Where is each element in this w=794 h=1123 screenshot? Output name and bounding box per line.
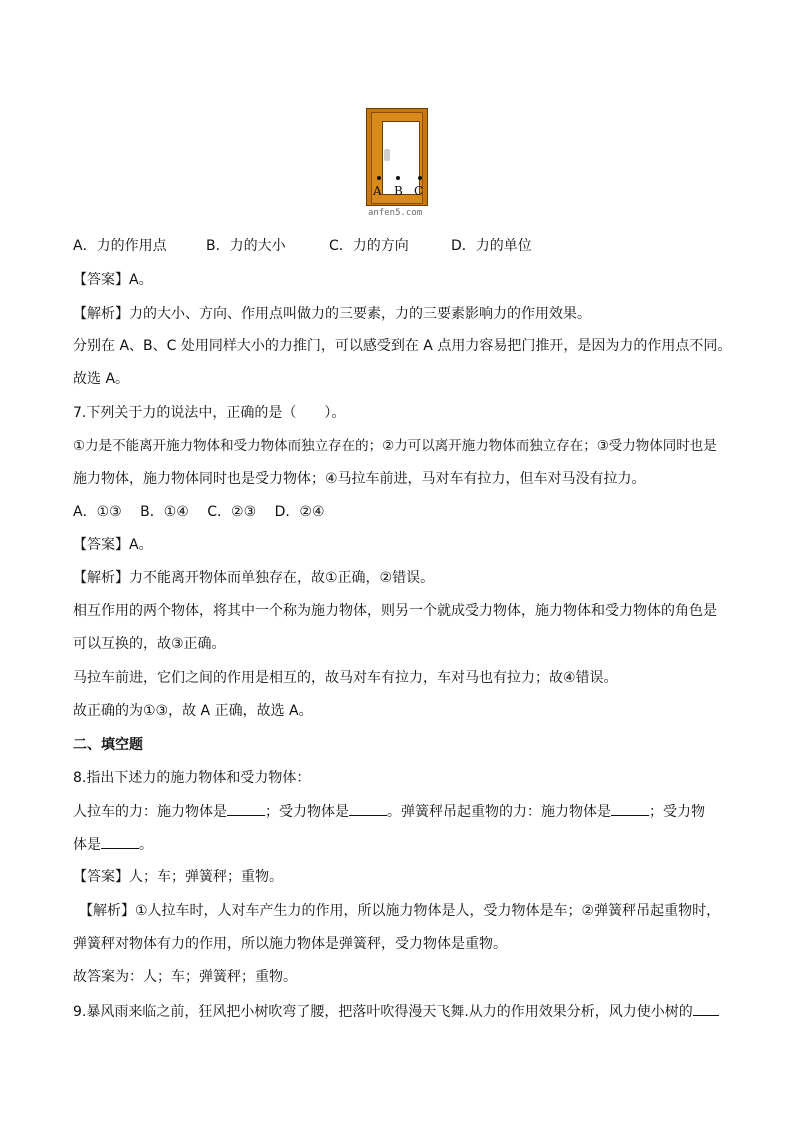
q7-analysis-2: 相互作用的两个物体，将其中一个称为施力物体，则另一个就成受力物体，施力物体和受力物体的角色是 [73, 603, 717, 619]
q7-analysis-4: 马拉车前进，它们之间的作用是相互的，故马对车有拉力，车对马也有拉力；故④错误。 [73, 670, 618, 686]
q8-analysis-3: 故答案为：人；车；弹簧秤；重物。 [73, 969, 297, 985]
answer-tag: 【答案】 [73, 869, 129, 885]
point-c-label: C [414, 184, 424, 198]
blank-4[interactable] [101, 834, 139, 849]
answer-tag: 【答案】 [73, 537, 129, 553]
figure-watermark: anfen5.com [368, 208, 423, 218]
q7-stem-2: ①力是不能离开施力物体和受力物体而独立存在的；②力可以离开施力物体而独立存在；③受力物体同时也是 [73, 438, 717, 454]
q8-answer: 【答案】人；车；弹簧秤；重物。 [73, 869, 283, 885]
q7-stem: 7.下列关于力的说法中，正确的是（ ）。 [73, 405, 346, 421]
q7-analysis-3: 可以互换的，故③正确。 [73, 636, 226, 652]
point-a-dot [377, 176, 381, 180]
q8-blanks-line-2: 体是 。 [73, 834, 153, 855]
q6-option-b: B．力的大小 [206, 238, 286, 254]
q7-options: A．①③ B．①④ C．②③ D．②④ [73, 504, 325, 520]
q6-option-c: C．力的方向 [329, 238, 409, 254]
q6-answer: 【答案】A。 [73, 272, 153, 288]
q7-answer: 【答案】A。 [73, 537, 153, 553]
analysis-tag: 【解析】 [73, 570, 129, 586]
q8-analysis-2: 弹簧秤对物体有力的作用，所以施力物体是弹簧秤，受力物体是重物。 [73, 936, 507, 952]
q6-option-d: D．力的单位 [451, 238, 532, 254]
point-c-dot [418, 176, 422, 180]
q8-stem: 8.指出下述力的施力物体和受力物体： [73, 770, 311, 786]
point-b-label: B [394, 184, 403, 198]
analysis-tag: 【解析】 [79, 903, 135, 919]
point-a-label: A [373, 184, 382, 198]
q8-blanks-line-1: 人拉车的力：施力物体是 ；受力物体是 。弹簧秤吊起重物的力：施力物体是 ；受力物 [73, 801, 705, 822]
blank-5[interactable] [693, 1001, 719, 1016]
blank-3[interactable] [611, 801, 649, 816]
point-b-dot [396, 176, 400, 180]
q7-stem-3: 施力物体，施力物体同时也是受力物体；④马拉车前进，马对车有拉力，但车对马没有拉力。 [73, 471, 646, 487]
q7-analysis-5: 故正确的为①③，故 A 正确，故选 A。 [73, 703, 313, 719]
q6-option-a: A．力的作用点 [73, 238, 167, 254]
q6-analysis-3: 故选 A。 [73, 371, 130, 387]
q8-analysis-1: 【解析】①人拉车时，人对车产生力的作用，所以施力物体是人，受力物体是车；②弹簧秤吊起重物时， [79, 903, 721, 919]
blank-2[interactable] [349, 801, 387, 816]
q6-analysis-1: 【解析】力的大小、方向、作用点叫做力的三要素，力的三要素影响力的作用效果。 [73, 306, 591, 322]
analysis-tag: 【解析】 [73, 306, 129, 322]
q9-stem: 9.暴风雨来临之前，狂风把小树吹弯了腰，把落叶吹得漫天飞舞.从力的作用效果分析，风力使小树的 [73, 1001, 719, 1022]
q7-analysis-1: 【解析】力不能离开物体而单独存在，故①正确，②错误。 [73, 570, 435, 586]
answer-tag: 【答案】 [73, 272, 129, 288]
blank-1[interactable] [227, 801, 265, 816]
q6-analysis-2: 分别在 A、B、C 处用同样大小的力推门，可以感受到在 A 点用力容易把门推开，是因为力的作用点不同。 [73, 338, 732, 354]
door-handle-icon [384, 149, 390, 161]
section-title: 二、填空题 [73, 737, 143, 753]
door-figure [366, 108, 428, 220]
